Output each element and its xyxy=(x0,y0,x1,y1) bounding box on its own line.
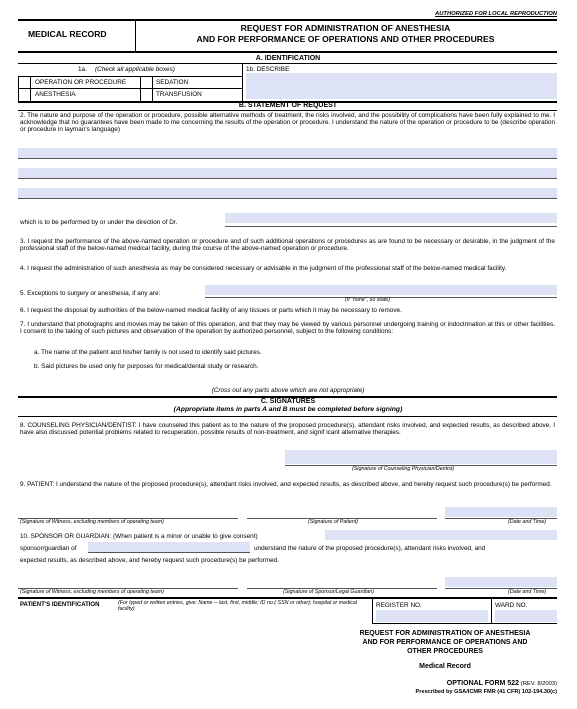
paragraph-3: 3. I request the performance of the above-named operation or procedure and of such additional operations or procedures as are found to be necessary or desirable, in the judgment of the professional staff of the below-named medical facility, during the course of the above-named operation or procedure. xyxy=(20,238,555,253)
footer-title-line2: AND FOR PERFORMANCE OF OPERATIONS AND xyxy=(362,639,528,646)
footer-medical-record: Medical Record xyxy=(419,663,471,670)
paragraph-7a: a. The name of the patient and his/her family is not used to identify said pictures. xyxy=(34,349,262,356)
checkbox-operation[interactable] xyxy=(19,77,30,87)
paragraph-5: 5. Exceptions to surgery or anesthesia, if any are: xyxy=(20,290,161,297)
paragraph-9: 9. PATIENT: I understand the nature of the proposed procedure(s), attendant risks involved, and expected results, as described above, and hereby request such procedure(s) be performed. xyxy=(20,481,552,488)
section-a-heading: A. IDENTIFICATION xyxy=(255,55,321,62)
checkbox-grid-sep1 xyxy=(30,76,31,101)
checkbox-grid-sep3 xyxy=(152,76,153,101)
item-1b-label: 1b. DESCRIBE xyxy=(246,66,290,73)
section-b-heading: B. STATEMENT OF REQUEST xyxy=(238,102,338,109)
footer-title-line1: REQUEST FOR ADMINISTRATION OF ANESTHESIA xyxy=(359,630,531,637)
prescribed-by: Prescribed by GSA/ICMR FMR (41 CFR) 102-194.30(c) xyxy=(415,689,557,695)
register-field[interactable] xyxy=(376,610,488,622)
procedure-description-line-1[interactable] xyxy=(18,148,557,158)
paragraph-10: 10. SPONSOR OR GUARDIAN: (When patient is a minor or unable to give consent) xyxy=(20,533,258,540)
doctor-name-field[interactable] xyxy=(225,213,557,223)
footer-rule xyxy=(18,597,557,599)
form-number: OPTIONAL FORM 522 xyxy=(446,680,520,687)
sponsor-label: sponsor/guardian of xyxy=(20,545,77,552)
checkbox-transfusion[interactable] xyxy=(141,89,152,100)
paragraph-7: 7. I understand that photographs and movies may be taken of this operation, and that they may be viewed by various personnel undergoing training or indoctrination at this or other facilities. I consent to the taking of such pictures and observation of the operation by authorized personnel, subject to the following conditions: xyxy=(20,321,555,336)
sponsor-date-time-field[interactable] xyxy=(445,577,557,587)
paragraph-6: 6. I request the disposal by authorities of the below-named medical facility of any tissues or parts which it may be necessary to remove. xyxy=(20,307,402,314)
section-a-rule xyxy=(18,63,557,64)
item-1a-label: 1a. xyxy=(78,66,87,73)
checkbox-sedation[interactable] xyxy=(141,77,152,87)
form-number-line xyxy=(340,680,557,688)
patient-signature-label: (Signature of Patient) xyxy=(308,519,359,525)
paragraph-8: 8. COUNSELING PHYSICIAN/DENTIST: I have counseled this patient as to the nature of the proposed procedure(s), attendant risks involved, and expected results, as described above. I have also discussed potential problems related to recuperation, possible results of non-treatment, and signif icant alternative therapies. xyxy=(20,422,555,437)
section-c-heading-rule xyxy=(18,416,557,417)
register-bottom-rule xyxy=(372,623,557,624)
checkbox-anesthesia[interactable] xyxy=(19,89,30,100)
procedure-description-line-2[interactable] xyxy=(18,168,557,178)
exceptions-note: (If "none", so state) xyxy=(345,297,390,303)
procedure-description-line-3[interactable] xyxy=(18,188,557,198)
section-a-divider xyxy=(242,63,243,101)
checkbox-sedation-label: SEDATION xyxy=(156,79,189,86)
authorization-note: AUTHORIZED FOR LOCAL REPRODUCTION xyxy=(435,11,557,17)
form-title-line2: AND FOR PERFORMANCE OF OPERATIONS AND OTHER PROCEDURES xyxy=(196,34,495,44)
header-top-rule xyxy=(18,19,557,21)
header-divider xyxy=(135,21,136,51)
ward-divider xyxy=(491,599,492,623)
patient-id-note: (For typed or written entries, give: Name -- last, first, middle; ID no.( SSN or other); hospital or medical facility) xyxy=(118,600,358,612)
sponsor-signature-label: (Signature of Sponsor/Legal Guardian) xyxy=(283,589,374,595)
procedure-line-1-rule xyxy=(18,158,557,159)
form-revision: (REV. 8/2003) xyxy=(520,681,557,687)
counseling-signature-field[interactable] xyxy=(285,450,557,464)
register-divider xyxy=(372,599,373,623)
sponsor-rest: understand the nature of the proposed procedure(s), attendant risks involved, and xyxy=(254,545,486,552)
paragraph-4: 4. I request the administration of such anesthesia as may be considered necessary or advisable in the judgment of the professional staff of the below-named medical facility. xyxy=(20,265,507,272)
doctor-name-rule xyxy=(225,226,557,227)
checkbox-transfusion-label: TRANSFUSION xyxy=(156,91,202,98)
footer-title-line3: OTHER PROCEDURES xyxy=(407,648,483,655)
ward-label: WARD NO. xyxy=(495,602,528,609)
guardian-info-field[interactable] xyxy=(325,530,557,540)
direction-label: which is to be performed by or under the direction of Dr. xyxy=(20,219,178,226)
section-c-heading: C. SIGNATURES xyxy=(260,398,316,405)
procedure-line-3-rule xyxy=(18,198,557,199)
counseling-signature-label: (Signature of Counseling Physician/Dentist) xyxy=(352,466,455,472)
sponsor-line2: expected results, as described above, and hereby request such procedure(s) be performed. xyxy=(20,557,279,564)
form-title-line1: REQUEST FOR ADMINISTRATION OF ANESTHESIA xyxy=(240,23,451,33)
section-c-subheading: (Appropriate items in parts A and B must be completed before signing) xyxy=(173,406,403,413)
checkbox-grid-mid xyxy=(18,88,242,89)
section-b-heading-rule xyxy=(18,110,557,111)
ward-field[interactable] xyxy=(495,610,557,622)
patient-date-time-field[interactable] xyxy=(445,507,557,517)
patient-id-area[interactable] xyxy=(20,614,310,654)
paragraph-7b: b. Said pictures be used only for purposes for medical/dental study or research. xyxy=(34,363,259,370)
paragraph-2: 2. The nature and purpose of the operation or procedure, possible alternative methods of treatment, the risks involved, and the possibility of complications have been fully explained to me. I acknowledge that no guarantees have been made to me concerning the results of the operation or procedure. I understand the nature of the operation or procedure to be (describe operation or procedure in layman's language) xyxy=(20,112,555,134)
header-bottom-rule xyxy=(18,51,557,53)
sponsor-date-label: (Date and Time) xyxy=(508,589,547,595)
patient-id-label: PATIENT'S IDENTIFICATION xyxy=(20,602,100,608)
sponsor-patient-rule xyxy=(88,552,250,553)
witness-1-label: (Signature of Witness, excluding members of operating team) xyxy=(20,519,164,525)
describe-field[interactable] xyxy=(246,73,557,99)
witness-2-label: (Signature of Witness, excluding members of operating team) xyxy=(20,589,164,595)
register-label: REGISTER NO. xyxy=(376,602,422,609)
procedure-line-2-rule xyxy=(18,178,557,179)
item-1a-note: (Check all applicable boxes) xyxy=(95,66,175,73)
record-label: MEDICAL RECORD xyxy=(28,29,107,39)
cross-out-note: (Cross out any parts above which are not appropriate) xyxy=(211,387,365,394)
checkbox-operation-label: OPERATION OR PROCEDURE xyxy=(35,79,127,86)
checkbox-grid-top xyxy=(18,76,242,77)
exceptions-field[interactable] xyxy=(205,285,557,295)
checkbox-anesthesia-label: ANESTHESIA xyxy=(35,91,76,98)
sponsor-patient-field[interactable] xyxy=(88,542,250,552)
patient-date-label: (Date and Time) xyxy=(508,519,547,525)
